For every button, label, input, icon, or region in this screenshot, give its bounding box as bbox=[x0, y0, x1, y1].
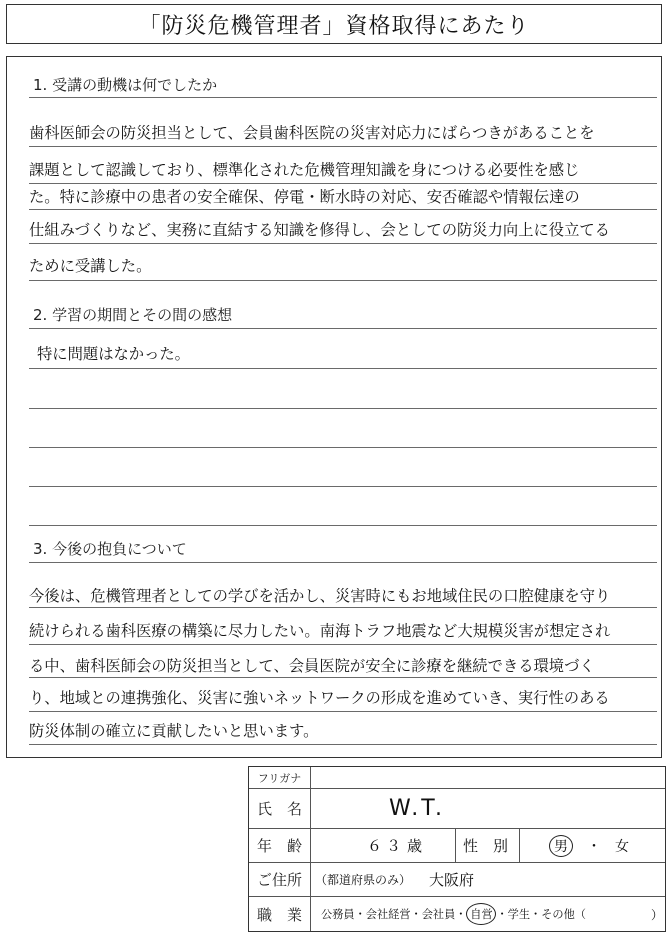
address-note: （都道府県のみ） bbox=[315, 873, 412, 887]
ruled-line bbox=[29, 209, 657, 210]
ruled-line bbox=[29, 525, 657, 526]
age-unit: 歳 bbox=[407, 837, 423, 855]
ruled-line bbox=[29, 183, 657, 184]
sex-label: 性 別 bbox=[463, 837, 509, 855]
ruled-line bbox=[29, 243, 657, 244]
ruled-line bbox=[29, 711, 657, 712]
address-label: ご住所 bbox=[249, 863, 311, 896]
ruled-line bbox=[29, 146, 657, 147]
column-divider bbox=[519, 829, 520, 862]
section-3-line: 防災体制の確立に貢献したいと思います。 bbox=[29, 722, 319, 740]
section-1-line: ために受講した。 bbox=[29, 257, 152, 275]
ruled-line bbox=[29, 408, 657, 409]
section-3-line: 今後は、危機管理者としての学びを活かし、災害時にもお地域住民の口腔健康を守り bbox=[29, 587, 611, 605]
section-2-heading: 2. 学習の期間とその間の感想 bbox=[33, 306, 233, 324]
personal-info-table bbox=[248, 766, 666, 932]
ruled-line bbox=[29, 744, 657, 745]
occupation-close: ） bbox=[651, 907, 664, 922]
name-row bbox=[249, 789, 665, 829]
sex-options bbox=[549, 829, 629, 862]
furigana-label: フリガナ bbox=[249, 767, 311, 788]
ruled-line bbox=[29, 280, 657, 281]
form-title: 「防災危機管理者」資格取得にあたり bbox=[6, 4, 662, 44]
ruled-line bbox=[29, 607, 657, 608]
age-value: ６３ bbox=[367, 837, 406, 855]
section-1-heading: 1. 受講の動機は何でしたか bbox=[33, 76, 218, 94]
section-3-line: り、地域との連携強化、災害に強いネットワークの形成を進めていき、実行性のある bbox=[29, 689, 610, 707]
ruled-line bbox=[29, 562, 657, 563]
ruled-line bbox=[29, 328, 657, 329]
furigana-row bbox=[249, 767, 665, 789]
ruled-line bbox=[29, 97, 657, 98]
section-3-heading: 3. 今後の抱負について bbox=[33, 540, 187, 558]
name-value: W.T. bbox=[389, 796, 446, 821]
sex-female: 女 bbox=[615, 838, 629, 855]
ruled-line bbox=[29, 644, 657, 645]
age-label: 年 齢 bbox=[249, 829, 311, 862]
sex-male-selected: 男 bbox=[549, 835, 573, 857]
section-1-line: 仕組みづくりなど、実務に直結する知識を修得し、会としての防災力向上に役立てる bbox=[29, 221, 610, 239]
occupation-options bbox=[321, 897, 586, 931]
ruled-line bbox=[29, 486, 657, 487]
section-1-line: 歯科医師会の防災担当として、会員歯科医院の災害対応力にばらつきがあることを bbox=[29, 124, 595, 142]
ruled-line bbox=[29, 368, 657, 369]
ruled-line bbox=[29, 677, 657, 678]
column-divider bbox=[455, 829, 456, 862]
ruled-line bbox=[29, 447, 657, 448]
section-2-line: 特に問題はなかった。 bbox=[37, 345, 190, 363]
occupation-suffix: ・学生・その他（ bbox=[496, 908, 586, 921]
section-3-line: 続けられる歯科医療の構築に尽力したい。南海トラフ地震など大規模災害が想定され bbox=[29, 622, 611, 640]
section-3-line: る中、歯科医師会の防災担当として、会員医院が安全に診療を継続できる環境づく bbox=[29, 657, 595, 675]
occupation-label: 職 業 bbox=[249, 897, 311, 931]
address-value: 大阪府 bbox=[429, 871, 475, 889]
answer-area bbox=[6, 56, 662, 758]
age-sex-row bbox=[249, 829, 665, 863]
section-1-line: 課題として認識しており、標準化された危機管理知識を身につける必要性を感じ bbox=[29, 161, 580, 179]
sex-separator: ・ bbox=[587, 838, 601, 855]
occupation-row bbox=[249, 897, 665, 931]
address-row bbox=[249, 863, 665, 897]
section-1-line: た。特に診療中の患者の安全確保、停電・断水時の対応、安否確認や情報伝達の bbox=[29, 188, 580, 206]
name-label: 氏 名 bbox=[249, 789, 311, 828]
occupation-prefix: 公務員・会社経営・会社員・ bbox=[321, 908, 467, 921]
occupation-selected: 自営 bbox=[466, 903, 496, 925]
